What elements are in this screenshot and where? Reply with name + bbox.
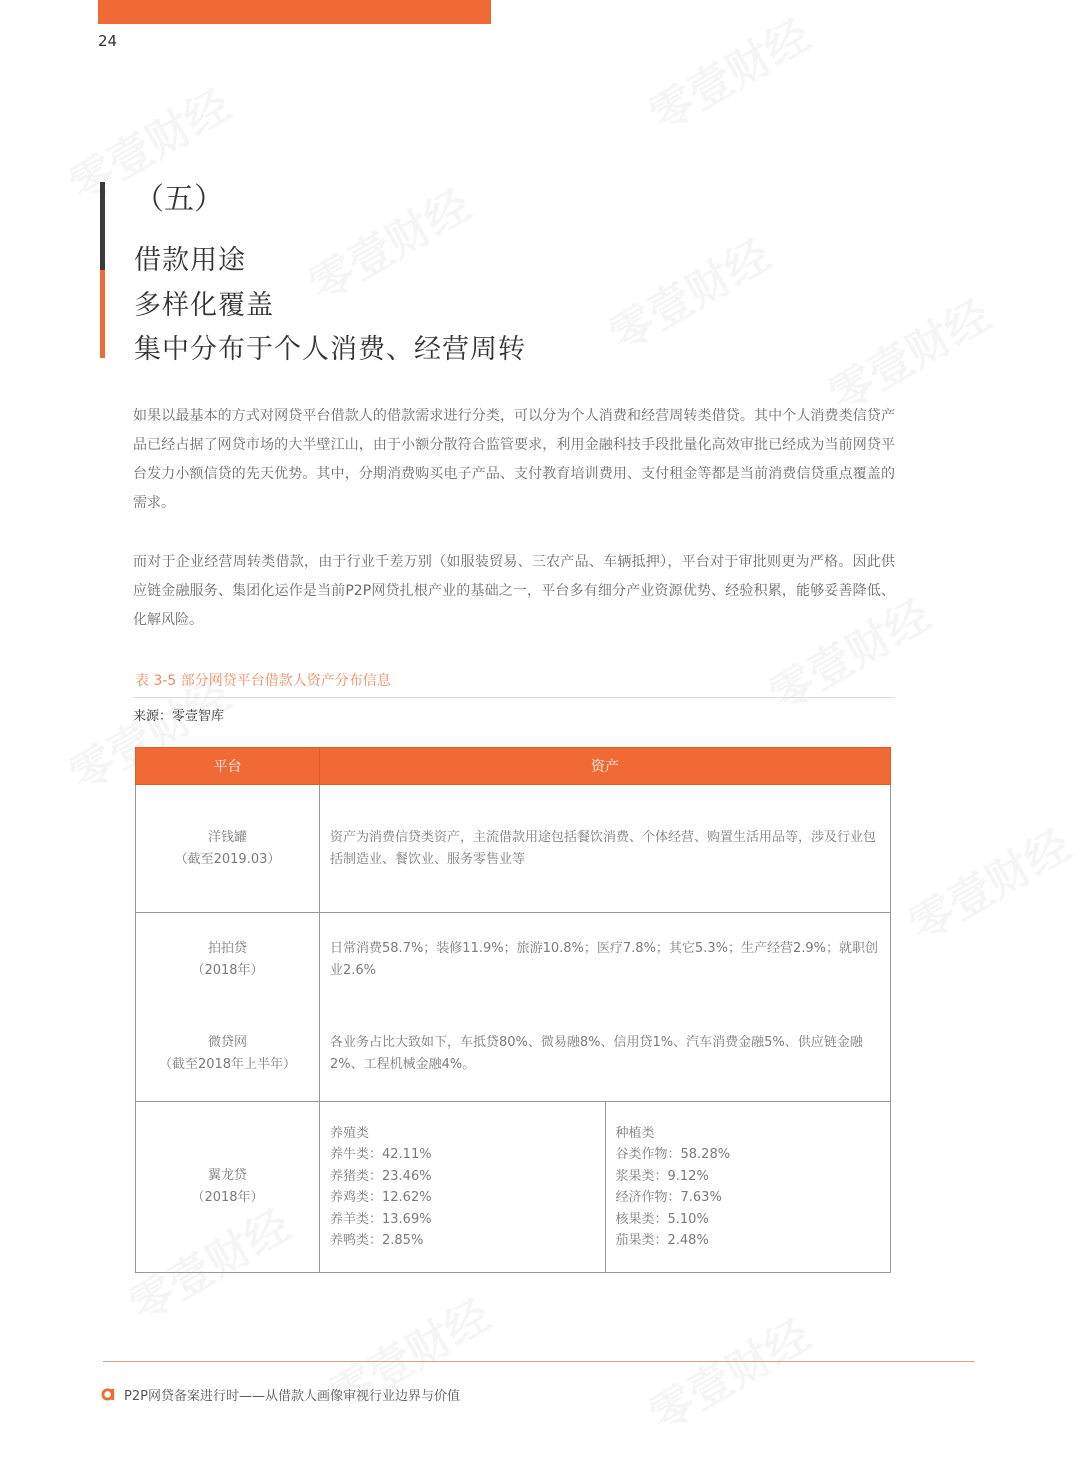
asset-subcolumns	[320, 1102, 890, 1272]
section-marker-orange	[100, 270, 105, 358]
assets-cell: 资产为消费信贷类资产，主流借款用途包括餐饮消费、个体经营、购置生活用品等，涉及行业包括制造业、餐饮业、服务零售业等	[320, 785, 891, 913]
platform-name: 洋钱罐	[207, 829, 247, 845]
footer-title: P2P网贷备案进行时——从借款人画像审视行业边界与价值	[124, 1389, 460, 1404]
planting-item: 经济作物：7.63%	[615, 1190, 722, 1205]
table-row	[136, 1102, 891, 1273]
platform-period: （截至2018年上半年）	[158, 1057, 297, 1072]
planting-item: 茄果类：2.48%	[615, 1233, 709, 1248]
platform-period: （2018年）	[191, 1190, 264, 1205]
section-heading-2: 多样化覆盖	[134, 290, 274, 321]
watermark	[596, 220, 780, 363]
section-heading-3: 集中分布于个人消费、经营周转	[134, 334, 526, 365]
assets-text: 各业务占比大致如下，车抵贷80%、微易融8%、信用贷1%、汽车消费金融5%、供应链金融2%、工程机械金融4%。	[330, 1035, 863, 1072]
platform-cell	[136, 785, 320, 913]
planting-item: 核果类：5.10%	[615, 1211, 709, 1227]
breeding-item: 养猪类：23.46%	[330, 1168, 432, 1184]
top-accent-bar	[98, 0, 491, 24]
asset-distribution-table	[135, 747, 891, 1273]
section-marker-bar	[100, 182, 105, 358]
assets-cell	[320, 1102, 891, 1273]
platform-cell	[136, 913, 320, 1102]
platform-period: （截至2019.03）	[174, 851, 281, 867]
body-paragraph-1: 如果以最基本的方式对网贷平台借款人的借款需求进行分类，可以分为个人消费和经营周转类借贷。其中个人消费类信贷产品已经占据了网贷市场的大半壁江山，由于小额分散符合监管要求，利用金融科技手段批量化高效审批已经成为当前网贷平台发力小额信贷的先天优势。其中，分期消费购买电子产品、支付教育培训费用、支付租金等都是当前消费信贷重点覆盖的需求。	[133, 408, 895, 511]
breeding-item: 养鸡类：12.62%	[330, 1190, 432, 1205]
section-heading-1: 借款用途	[134, 245, 246, 276]
platform-name: 微贷网	[207, 1035, 247, 1050]
body-paragraph-2: 而对于企业经营周转类借款，由于行业千差万别（如服装贸易、三农产品、车辆抵押），平台对于审批则更为严格。因此供应链金融服务、集团化运作是当前P2P网贷扎根产业的基础之一，平台多有细分产业资源优势、经验积累，能够妥善降低、化解风险。	[133, 554, 895, 628]
table-caption: 表 3-5 部分网贷平台借款人资产分布信息	[135, 673, 391, 689]
assets-text: 日常消费58.7%；装修11.9%；旅游10.8%；医疗7.8%；其它5.3%；生产经营2.9%；就职创业2.6%	[330, 941, 878, 978]
header-platform: 平台	[136, 748, 320, 785]
table-row	[136, 785, 891, 913]
platform-period: （2018年）	[191, 963, 264, 978]
breeding-item: 养鸭类：2.85%	[330, 1233, 424, 1248]
platform-name: 拍拍贷	[207, 941, 247, 956]
breeding-item: 养羊类：13.69%	[330, 1211, 432, 1227]
breeding-item: 养牛类：42.11%	[330, 1147, 432, 1162]
watermark	[296, 170, 480, 313]
spacer	[136, 982, 319, 1032]
breeding-title: 养殖类	[330, 1125, 370, 1141]
brand-logo-icon	[101, 1386, 116, 1401]
footer-divider	[103, 1361, 975, 1362]
breeding-column	[320, 1102, 605, 1272]
planting-item: 浆果类：9.12%	[615, 1168, 709, 1184]
planting-item: 谷类作物：58.28%	[615, 1147, 731, 1162]
section-marker-dark	[100, 182, 105, 270]
platform-name: 翼龙贷	[207, 1168, 247, 1183]
watermark	[636, 0, 820, 143]
page-number: 24	[98, 32, 118, 50]
section-number: （五）	[134, 182, 224, 217]
table-header-row	[136, 748, 891, 785]
table-row	[136, 913, 891, 1102]
planting-column	[605, 1102, 891, 1272]
assets-cell	[320, 913, 891, 1102]
table-source: 来源：零壹智库	[133, 709, 225, 724]
planting-title: 种植类	[615, 1125, 655, 1141]
caption-divider	[133, 697, 895, 698]
watermark	[636, 1300, 820, 1443]
platform-cell	[136, 1102, 320, 1273]
header-assets: 资产	[320, 748, 891, 785]
watermark	[896, 810, 1080, 953]
